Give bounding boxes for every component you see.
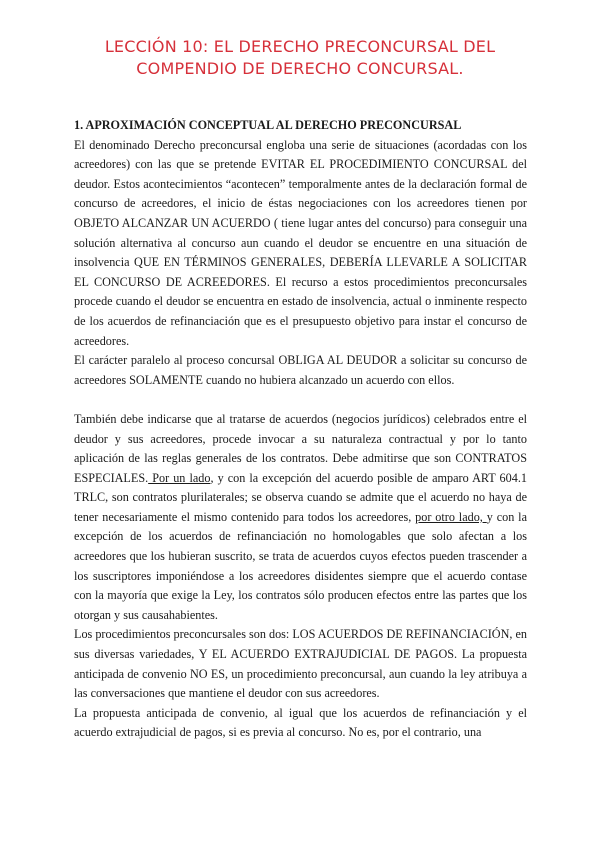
paragraph-4: Los procedimientos preconcursales son dos: LOS ACUERDOS DE REFINANCIACIÓN, en sus diversas variedades, Y EL ACUERDO EXTRAJUDICIAL DE PAGOS. La propuesta anticipada de convenio NO ES, un procedimiento preconcursal, aun cuando la ley atribuya a las conversaciones que mantiene el deudor con sus acreedores. xyxy=(74,627,527,701)
paragraph-3-part-c: , y con la excepción del acuerdo posible de amparo ART 604.1 TRLC, son contratos plurilaterales; se observa cuando se admite que el acuerdo no haya de tener necesariamente el mismo contenido para todos los acreedores, xyxy=(74,470,527,524)
title-line-2: COMPENDIO DE DERECHO CONCURSAL. xyxy=(136,59,464,78)
paragraph-5: La propuesta anticipada de convenio, al igual que los acuerdos de refinanciación y el acuerdo extrajudicial de pagos, si es previa al concurso. No es, por el contrario, una xyxy=(74,705,527,740)
paragraph-gap xyxy=(74,390,527,410)
page-title xyxy=(60,36,540,80)
paragraph-3 xyxy=(74,410,527,626)
section-heading: 1. APROXIMACIÓN CONCEPTUAL AL DERECHO PRECONCURSAL xyxy=(74,118,462,132)
underlined-por-un-lado: Por un lado xyxy=(148,470,211,485)
paragraph-3-part-a: También debe indicarse que al tratarse de acuerdos (negocios jurídicos) celebrados entre el deudor y sus acreedores, procede invocar a su naturaleza contractual y por lo tanto aplicación de las reglas generales de los contratos. Debe admitirse que son CONTRATOS ESPECIALES. xyxy=(74,411,527,485)
document-body xyxy=(74,116,527,743)
paragraph-2: El carácter paralelo al proceso concursal OBLIGA AL DEUDOR a solicitar su concurso de acreedores SOLAMENTE cuando no hubiera alcanzado un acuerdo con ellos. xyxy=(74,353,527,387)
title-line-1: LECCIÓN 10: EL DERECHO PRECONCURSAL DEL xyxy=(104,37,496,56)
paragraph-1: El denominado Derecho preconcursal engloba una serie de situaciones (acordadas con los acreedores) con las que se pretende EVITAR EL PROCEDIMIENTO CONCURSAL del deudor. Estos acontecimientos “acontecen” temporalmente antes de la declaración formal de concurso de acreedores, el inicio de éstas negociaciones con los acreedores tienen por OBJETO ALCANZAR UN ACUERDO ( tiene lugar antes del concurso) para conseguir una solución alternativa al concurso aun cuando el deudor se encuentre en una situación de insolvencia QUE EN TÉRMINOS GENERALES, DEBERÍA LLEVARLE A SOLICITAR EL CONCURSO DE ACREEDORES. El recurso a estos procedimientos preconcursales procede cuando el deudor se encuentra en estado de insolvencia, actual o inminente respecto de los acuerdos de refinanciación que es el presupuesto objetivo para instar el concurso de acreedores. xyxy=(74,137,527,348)
underlined-por-otro-lado: por otro lado, xyxy=(415,509,487,524)
paragraph-3-part-e: y con la excepción de los acuerdos de refinanciación no homologables que solo afectan a los acreedores que los hubieran suscrito, se trata de acuerdos cuyos efectos pueden trascender a los suscriptores imponiéndose a los acreedores disidentes siempre que el acuerdo contase con la mayoría que exige la Ley, los contratos sólo producen efectos entre las partes que los otorgan y sus causahabientes. xyxy=(74,509,527,622)
